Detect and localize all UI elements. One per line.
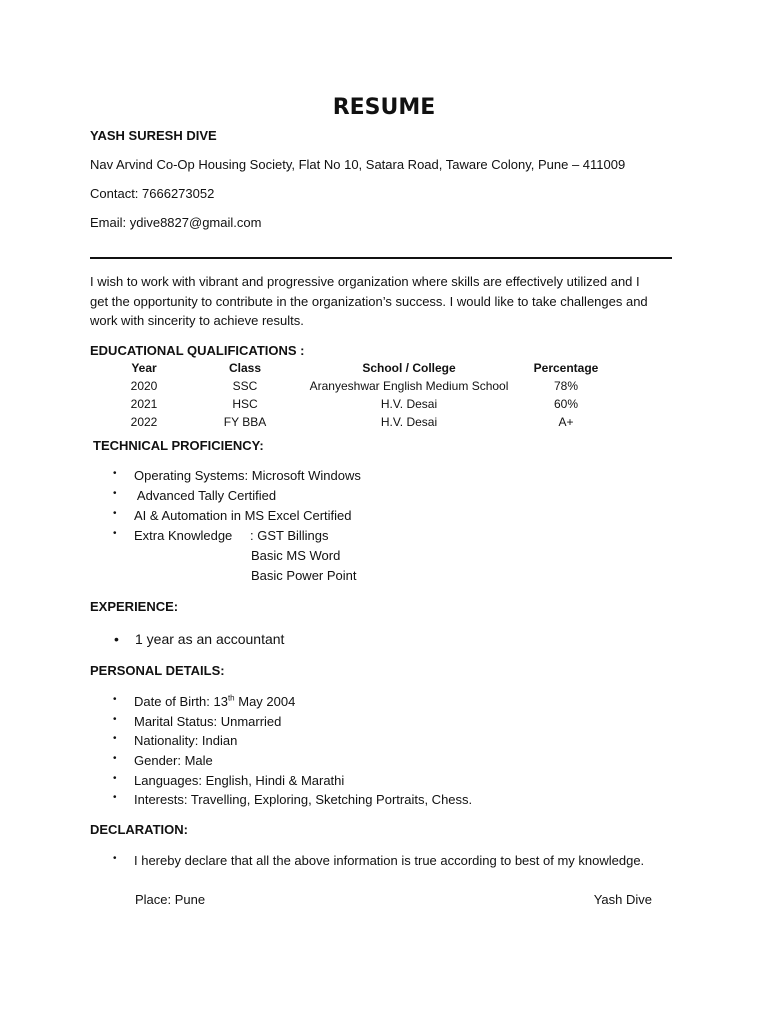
table-cell-year: 2021: [130, 397, 158, 411]
bullet-icon: •: [113, 772, 117, 784]
list-item-text: AI & Automation in MS Excel Certified: [134, 508, 352, 523]
bullet-icon: •: [113, 713, 117, 725]
extra-knowledge-item: Basic MS Word: [251, 548, 341, 563]
column-header-class: Class: [228, 361, 262, 375]
resume-title: RESUME: [332, 95, 436, 120]
list-item: [113, 733, 472, 753]
contact-line: Contact: 7666273052: [90, 186, 215, 201]
extra-knowledge-label: Extra Knowledge: [134, 528, 233, 543]
table-cell-percentage: 60%: [553, 397, 579, 411]
extra-knowledge-item: : GST Billings: [250, 528, 329, 543]
list-item-text: Marital Status: Unmarried: [134, 713, 282, 729]
objective-paragraph: I wish to work with vibrant and progressive organization where skills are effectively utilized and I get the opportunity to contribute in the organization’s success. I would like to take challenges and work with sincerity to achieve results.: [90, 274, 648, 328]
bullet-icon: •: [113, 792, 117, 804]
education-table: [0, 361, 768, 433]
list-item-text: Languages: English, Hindi & Marathi: [134, 772, 345, 788]
bullet-icon: •: [113, 853, 117, 864]
date-of-birth: [134, 694, 295, 709]
experience-list: [114, 631, 285, 651]
table-cell-school: H.V. Desai: [380, 415, 438, 429]
list-item: [113, 468, 361, 488]
table-row: [0, 397, 768, 415]
column-header-year: Year: [131, 361, 157, 375]
table-cell-year: 2022: [130, 415, 158, 429]
list-item-text: 1 year as an accountant: [135, 631, 285, 647]
bullet-icon: •: [113, 488, 117, 499]
list-item: [113, 508, 361, 528]
bullet-icon: •: [113, 528, 117, 539]
table-cell-class: SSC: [232, 379, 258, 393]
bullet-icon: •: [113, 753, 117, 765]
table-header-row: [0, 361, 768, 379]
list-item: [113, 853, 645, 873]
technical-heading: TECHNICAL PROFICIENCY:: [93, 438, 264, 453]
dob-prefix: Date of Birth: 13: [134, 694, 228, 709]
declaration-heading: DECLARATION:: [90, 822, 188, 837]
table-cell-school: H.V. Desai: [380, 397, 438, 411]
list-item: [113, 713, 472, 734]
table-cell-year: 2020: [130, 379, 158, 393]
table-row: [0, 379, 768, 397]
list-item-text: Gender: Male: [134, 753, 213, 769]
candidate-name: YASH SURESH DIVE: [90, 128, 217, 143]
list-item-text: Operating Systems: Microsoft Windows: [134, 468, 361, 483]
list-item: [113, 772, 472, 793]
address-line: Nav Arvind Co-Op Housing Society, Flat No 10, Satara Road, Taware Colony, Pune – 411009: [90, 157, 626, 172]
bullet-icon: •: [113, 468, 117, 479]
list-item: [113, 753, 472, 773]
extra-knowledge-item: Basic Power Point: [251, 568, 357, 583]
declaration-text: I hereby declare that all the above information is true according to best of my knowledge.: [134, 853, 645, 868]
email-line: Email: ydive8827@gmail.com: [90, 215, 262, 230]
signature-name: Yash Dive: [593, 892, 652, 907]
dob-suffix: May 2004: [234, 694, 296, 709]
table-cell-percentage: A+: [558, 415, 574, 429]
dob-superscript: th: [227, 693, 235, 703]
personal-details-heading: PERSONAL DETAILS:: [90, 663, 225, 678]
bullet-icon: •: [114, 631, 119, 647]
table-cell-class: FY BBA: [223, 415, 267, 429]
column-header-school: School / College: [362, 361, 456, 375]
table-cell-school: Aranyeshwar English Medium School: [309, 379, 509, 393]
declaration-list: [113, 853, 645, 873]
list-item-text: Advanced Tally Certified: [134, 488, 277, 503]
personal-details-list: [113, 693, 473, 812]
place-line: Place: Pune: [135, 892, 206, 907]
bullet-icon: •: [113, 694, 117, 705]
education-heading: EDUCATIONAL QUALIFICATIONS :: [90, 343, 305, 358]
table-cell-percentage: 78%: [553, 379, 579, 393]
list-item: [113, 792, 473, 812]
bullet-icon: •: [113, 508, 117, 519]
list-item: [113, 693, 472, 714]
column-header-percentage: Percentage: [533, 361, 599, 375]
list-item-text: Nationality: Indian: [134, 733, 238, 749]
table-row: [0, 415, 768, 433]
bullet-icon: •: [113, 733, 117, 745]
header-divider: [90, 257, 672, 259]
list-item-text: Interests: Travelling, Exploring, Sketching Portraits, Chess.: [134, 792, 473, 808]
table-cell-class: HSC: [232, 397, 258, 411]
list-item: [114, 631, 285, 651]
list-item: [113, 488, 361, 508]
experience-heading: EXPERIENCE:: [90, 599, 179, 614]
